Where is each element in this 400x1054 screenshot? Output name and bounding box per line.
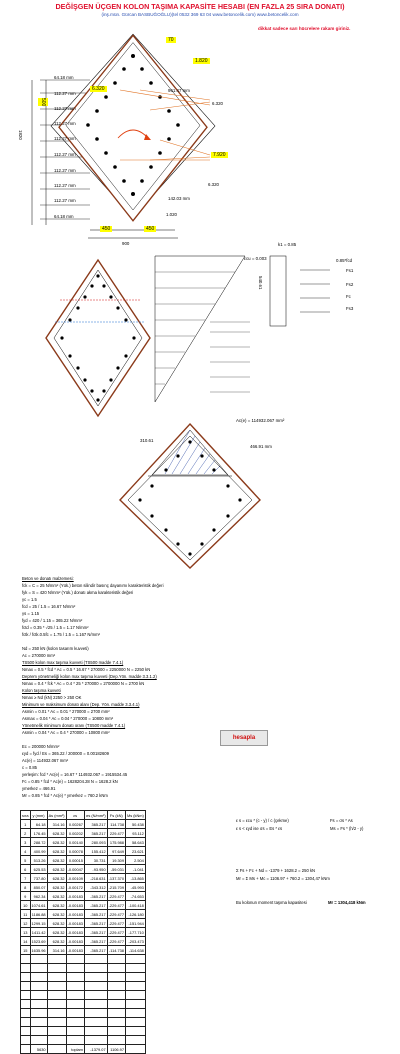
fcd-head-label: 0.85*fcd (336, 258, 353, 263)
table-cell (125, 1000, 145, 1009)
rebar-results-table (20, 810, 146, 1054)
page-subtitle: (inş.mün. Gürcan BASBUĞOĞLU)(tel 0532 369 63 04 www.betoncelik.com) www.betoncelik.com (101, 12, 299, 17)
table-cell: -229.477 (108, 929, 124, 935)
calc-line: γc = 1.5 (22, 597, 37, 602)
input-dim-a[interactable]: 1.820 (195, 58, 208, 64)
table-cell: 628.32 (47, 928, 66, 937)
table-cell (125, 982, 145, 991)
table-cell (107, 1000, 125, 1009)
table-cell (125, 1036, 145, 1045)
table-cell: 0.00015 (66, 856, 84, 865)
table-cell: -365.217 (84, 928, 107, 937)
calc-line: ymerkez = 466.91 (22, 786, 56, 791)
table-cell: 64.18 (30, 820, 47, 829)
table-cell (84, 1036, 107, 1045)
table-cell: -0.00172 (67, 884, 83, 890)
table-cell: 6 (21, 865, 31, 874)
table-row (21, 892, 146, 901)
dim-right-1: 961.47 mm (168, 88, 190, 93)
table-cell (84, 991, 107, 1000)
table-cell: 288.72 (30, 838, 47, 847)
table-cell (107, 955, 125, 964)
row-dim-3: 112.27 mm (54, 106, 76, 111)
k1-label: k1 = 0.85 (278, 242, 297, 247)
table-cell: 10 (21, 901, 31, 910)
calc-line: Deprem yönetmeliği kolon max taşıma kuvveti (Dep.Yön. madde 3.3.1.2) (22, 674, 157, 679)
table-cell: 11 (21, 910, 31, 919)
table-row (21, 928, 146, 937)
table-cell: -126.180 (125, 910, 145, 919)
table-cell (47, 1045, 66, 1054)
table-cell: 12 (21, 919, 31, 928)
note-line: ε s = εcu * (c - y) / c (çekme) (236, 818, 289, 823)
table-cell (30, 1018, 47, 1027)
table-cell: 155.412 (84, 847, 107, 856)
table-cell (21, 1045, 31, 1054)
table-cell: 229.477 (107, 829, 125, 838)
table-cell (30, 964, 47, 973)
input-cover-top[interactable]: 70 (168, 37, 174, 43)
calc-line: Asmax = 0.04 * Ac = 0.04 * 270000 = 10800 mm² (22, 716, 114, 721)
table-header-cell: sıra (22, 812, 29, 818)
table-cell (66, 991, 84, 1000)
input-warning-note: dikkat sadece sarı hücrelere rakam giriniz. (258, 26, 351, 31)
table-cell (47, 1036, 66, 1045)
note-line: ε s < εyd ise σs = Es * εs (236, 826, 283, 831)
calculate-button[interactable]: hesapla (220, 730, 268, 746)
table-cell: 628.32 (47, 919, 66, 928)
table-cell (107, 1009, 125, 1018)
table-cell (107, 1018, 125, 1027)
table-cell: 5630 (30, 1045, 47, 1054)
width-total-label: 900 (122, 241, 130, 246)
table-cell: 513.26 (30, 856, 47, 865)
table-cell (84, 955, 107, 964)
dim-right-2: 6.320 (212, 101, 223, 106)
table-cell (125, 1018, 145, 1027)
table-cell (84, 973, 107, 982)
table-cell: 962.34 (30, 892, 47, 901)
table-cell (21, 955, 31, 964)
table-cell (84, 1009, 107, 1018)
table-cell (21, 991, 31, 1000)
row-dim-10: 64.18 mm (54, 214, 74, 219)
note-line: Mr = Σ Ms + Mc = 1106.97 + 760.2 = 1304,47 kNm (236, 876, 330, 881)
force-fs2: Fs2 (346, 282, 354, 287)
table-cell: -74.653 (125, 892, 145, 901)
table-row (21, 865, 146, 874)
input-dim-b[interactable]: 6.320 (92, 86, 105, 92)
table-cell (125, 1009, 145, 1018)
table-cell (30, 1027, 47, 1036)
table-cell: 176.45 (30, 829, 47, 838)
table-cell: -0.00183 (67, 947, 83, 953)
table-cell: 0.00202 (66, 829, 84, 838)
row-dim-5: 112.27 mm (54, 136, 76, 141)
table-cell: -151.944 (125, 919, 145, 928)
table-cell: -59.031 (107, 865, 125, 874)
table-header-cell: εs (66, 811, 84, 820)
table-cell: 175.988 (107, 838, 125, 847)
table-cell: 625.53 (30, 865, 47, 874)
table-cell (107, 964, 125, 973)
table-row (21, 829, 146, 838)
table-cell: 314.16 (47, 820, 66, 829)
table-footer-row (21, 1045, 146, 1054)
table-cell (84, 982, 107, 991)
table-cell: 1411.42 (31, 929, 46, 935)
table-cell: 5 (21, 856, 31, 865)
table-cell (47, 964, 66, 973)
table-cell: 4 (21, 847, 31, 856)
calc-line: c = 0.85 (22, 765, 38, 770)
table-cell: -229.477 (108, 938, 124, 944)
table-cell: -365.217 (84, 892, 107, 901)
table-cell (66, 982, 84, 991)
calc-line: Fc = 0.85 * fcd * Ac(e) = 1628204.28 N = 1628.2 kN (22, 779, 118, 784)
calc-line: Nmax = 0.5 * fcd * Ac = 0.5 * 16.67 * 270000 = 2250000 N = 2250 kN (22, 667, 151, 672)
table-cell (125, 991, 145, 1000)
table-row (21, 937, 146, 946)
table-cell: 58.643 (125, 838, 145, 847)
table-row (21, 820, 146, 829)
effective-area-diagram (0, 420, 400, 570)
table-cell: 1 (21, 820, 31, 829)
calc-line: fcd = 25 / 1.5 = 16.67 N/mm² (22, 604, 76, 609)
table-cell (107, 982, 125, 991)
table-cell (47, 991, 66, 1000)
table-cell: 1186.88 (31, 911, 46, 917)
table-cell (21, 1000, 31, 1009)
calc-line: Ac(e) = 114932.067 mm² (22, 758, 69, 763)
table-cell: 30.731 (84, 856, 107, 865)
neutral-axis-depth: 540.61 (258, 276, 263, 290)
note-line: Bu kolonun moment taşıma kapasitesi (236, 900, 307, 905)
table-cell (30, 955, 47, 964)
calc-line: εyd = fyd / Es = 365.22 / 200000 = 0.00182609 (22, 751, 109, 756)
table-cell: 850.07 (30, 883, 47, 892)
table-cell: 97.649 (107, 847, 125, 856)
table-cell: 365.217 (84, 820, 107, 829)
table-cell: -100.418 (125, 901, 145, 910)
table-cell: 628.32 (47, 937, 66, 946)
table-cell: -365.217 (84, 937, 107, 946)
table-header-cell: Ms (kNm) (126, 812, 144, 818)
calc-line: fck = C = 25 N/mm² (Yük.) beton silindir basınç dayanımı karakteristik değeri (22, 583, 164, 588)
table-cell: 628.32 (47, 838, 66, 847)
table-header-cell: Fs (kN) (107, 811, 125, 820)
table-cell (107, 991, 125, 1000)
calc-line: Kolon taşıma kuvveti (22, 688, 61, 693)
table-cell: -365.217 (84, 946, 107, 955)
table-cell (47, 973, 66, 982)
calc-line: Ec = 200000 N/mm² (22, 744, 60, 749)
table-cell: -114.738 (108, 947, 124, 953)
effective-area-label: Ac(e) = 114932.067 mm² (236, 418, 285, 423)
table-cell: -13.865 (125, 874, 145, 883)
table-header-cell: σs (N/mm²) (85, 812, 106, 818)
table-row-empty (21, 982, 146, 991)
table-row-empty (21, 1018, 146, 1027)
table-row (21, 946, 146, 955)
table-row (21, 838, 146, 847)
table-cell: -229.477 (108, 911, 124, 917)
table-cell: 3 (21, 838, 31, 847)
table-cell: -0.00183 (67, 911, 83, 917)
calc-line: TS500 kolon max taşıma kuvveti (TS500 madde 7.4.1) (22, 660, 124, 665)
table-cell: -343.312 (84, 883, 107, 892)
calc-line: Yönetmelik minimum donatı oranı (TS500 madde 7.4.1) (22, 723, 126, 728)
table-row (21, 883, 146, 892)
table-row (21, 919, 146, 928)
table-cell (125, 955, 145, 964)
table-cell: 2.504 (125, 856, 145, 865)
table-header-cell: y (mm) (30, 811, 47, 820)
table-cell: -0.00047 (67, 866, 83, 872)
table-cell: 1635.96 (31, 947, 46, 953)
table-cell: 628.32 (47, 856, 66, 865)
table-cell (66, 955, 84, 964)
input-height-left[interactable]: 500 (40, 98, 46, 107)
calc-line: Minimum ve maksimum donatı alanı (Dep. Yön. madde 3.3.4.1) (22, 702, 140, 707)
table-cell: 280.093 (84, 838, 107, 847)
note-line: Ms = Fs * (h/2 - y) (330, 826, 364, 831)
table-cell (84, 1018, 107, 1027)
table-cell (66, 1036, 84, 1045)
calc-line: fyk = S = 420 N/mm² (Yük.) donatı akma karakteristik değeri (22, 590, 134, 595)
table-cell: 8 (21, 883, 31, 892)
table-cell (47, 1009, 66, 1018)
calc-line: fctk / fctk.0.5fc = 1.75 / 1.5 = 1.167 N/mm² (22, 632, 100, 637)
calc-line: Nd = 250 kN (kolon tasarım kuvveti) (22, 646, 89, 651)
table-cell (21, 1036, 31, 1045)
calc-line: Asmin = 0.04 * Ac = 0.4 * 270000 = 10800 mm² (22, 730, 110, 735)
table-row-empty (21, 1000, 146, 1009)
table-cell (47, 982, 66, 991)
dim-right-5: 1.020 (166, 212, 177, 217)
calc-line: γs = 1.15 (22, 611, 40, 616)
table-cell: 50.438 (125, 820, 145, 829)
page-title: DEĞİŞGEN ÜÇGEN KOLON TAŞIMA KAPASİTE HESABI (EN FAZLA 25 SIRA DONATI) (55, 2, 345, 11)
table-cell: 1299.15 (31, 920, 46, 926)
table-cell (21, 1027, 31, 1036)
table-cell: 15 (21, 946, 31, 955)
dim-right-3: 6.320 (208, 182, 219, 187)
table-cell (107, 973, 125, 982)
table-cell (84, 964, 107, 973)
table-cell: -0.00183 (67, 929, 83, 935)
table-cell: 9 (21, 892, 31, 901)
table-cell: 628.32 (47, 892, 66, 901)
table-cell (66, 964, 84, 973)
table-cell (107, 1036, 125, 1045)
table-cell: 14 (21, 937, 31, 946)
force-fs3: Fs3 (346, 306, 354, 311)
table-cell: -45.993 (125, 883, 145, 892)
stress-diagram (0, 252, 400, 422)
input-dim-d[interactable]: 7.920 (213, 152, 226, 158)
table-cell (84, 1000, 107, 1009)
height-h2-label: 466.91 mm (250, 444, 272, 449)
table-cell: -229.477 (108, 920, 124, 926)
table-cell (21, 964, 31, 973)
note-line: Fs = σs * As (330, 818, 353, 823)
table-cell (30, 1036, 47, 1045)
calc-line: Nmax = 0.4 * fck * Ac = 0.4 * 25 * 270000 = 2700000 N = 2700 kN (22, 681, 145, 686)
table-cell (30, 1000, 47, 1009)
row-dim-1: 64.18 mm (54, 75, 74, 80)
table-cell: -218.631 (84, 874, 107, 883)
table-row (21, 901, 146, 910)
table-cell: -229.477 (108, 902, 124, 908)
table-cell (84, 1027, 107, 1036)
table-cell: 400.99 (30, 847, 47, 856)
table-cell: -114.638 (125, 946, 145, 955)
table-row-empty (21, 1027, 146, 1036)
table-cell: -93.950 (84, 865, 107, 874)
table-cell: 628.32 (47, 874, 66, 883)
table-cell: 628.32 (47, 910, 66, 919)
table-cell (66, 1027, 84, 1036)
eps-cu-label: εcu = 0.003 (244, 256, 267, 261)
table-cell: -1379.07 (84, 1045, 107, 1054)
force-fc: Fc (346, 294, 351, 299)
table-cell (66, 1000, 84, 1009)
table-cell: 628.32 (47, 829, 66, 838)
height-total-label: 1820 (18, 130, 23, 140)
table-row (21, 910, 146, 919)
table-cell: 0.00140 (66, 838, 84, 847)
height-h1-label: 310.61 (140, 438, 154, 443)
table-cell (125, 964, 145, 973)
table-cell: 7 (21, 874, 31, 883)
table-cell (47, 1000, 66, 1009)
table-row-empty (21, 991, 146, 1000)
calc-line: yerleşim: fcd * Ac(e) = 16.67 * 114932.067 = 1915534.45 (22, 772, 128, 777)
table-cell (47, 955, 66, 964)
table-cell (107, 1027, 125, 1036)
table-cell (21, 982, 31, 991)
table-cell: -215.709 (108, 884, 124, 890)
table-cell: -365.217 (84, 919, 107, 928)
table-cell: -0.00183 (67, 920, 83, 926)
table-row (21, 874, 146, 883)
row-dim-9: 112.27 mm (54, 198, 76, 203)
table-cell: -137.370 (108, 875, 124, 881)
table-cell: -365.217 (84, 901, 107, 910)
table-cell: -0.00109 (67, 875, 83, 881)
row-dim-6: 112.27 mm (54, 152, 76, 157)
table-row-empty (21, 973, 146, 982)
table-cell (30, 991, 47, 1000)
calc-line: fyd = 420 / 1.15 = 365.22 N/mm² (22, 618, 83, 623)
calc-line: fctd = 0.35 * √25 / 1.5 = 1.17 N/mm² (22, 625, 89, 630)
calc-line: Nmax ≥ Nd (kN) 2250 > 250 OK (22, 695, 82, 700)
table-cell: 628.32 (47, 901, 66, 910)
table-cell: 314.16 (47, 946, 66, 955)
table-cell: -0.00183 (67, 938, 83, 944)
table-cell: 0.00267 (66, 820, 84, 829)
table-cell: 365.217 (84, 829, 107, 838)
row-dim-8: 112.27 mm (54, 183, 76, 188)
row-dim-2: 112.27 mm (54, 91, 76, 96)
table-cell: 13 (21, 928, 31, 937)
table-cell (125, 1045, 145, 1054)
table-cell: -229.477 (108, 893, 124, 899)
table-cell (21, 973, 31, 982)
table-cell: toplam (66, 1045, 84, 1054)
table-cell: 1106.97 (107, 1045, 125, 1054)
dim-right-4: 142.03 mm (168, 196, 190, 201)
table-row-empty (21, 964, 146, 973)
table-cell: -1.041 (125, 865, 145, 874)
table-cell (66, 1009, 84, 1018)
table-cell (47, 1027, 66, 1036)
table-cell: -0.00183 (67, 893, 83, 899)
input-width-left[interactable]: 450 (102, 226, 111, 232)
table-cell: -365.217 (84, 910, 107, 919)
row-dim-4: 112.27 mm (54, 121, 76, 126)
table-cell (21, 1009, 31, 1018)
table-cell (30, 982, 47, 991)
table-header-cell: As (mm²) (48, 812, 65, 818)
table-cell: 628.32 (47, 847, 66, 856)
table-cell (21, 1018, 31, 1027)
table-cell: -203.473 (125, 937, 145, 946)
note-line: Σ Fs + Fc + Nd = -1379 + 1628.2 = 250 kN (236, 868, 316, 873)
table-cell: 0.00078 (66, 847, 84, 856)
table-cell: 628.32 (47, 865, 66, 874)
table-cell (30, 973, 47, 982)
table-cell: 628.32 (47, 883, 66, 892)
calc-line: Asmin = 0.01 * Ac = 0.01 * 270000 = 2700 mm² (22, 709, 110, 714)
moment-capacity-result: Mr = 1304,418 kNm (328, 900, 366, 905)
force-fs1: Fs1 (346, 268, 354, 273)
table-cell (125, 1027, 145, 1036)
calc-line: Mr = 0.85 * fcd * Ac(e) * ymerkez = 760.2 kNm (22, 793, 108, 798)
table-cell: -0.00183 (67, 902, 83, 908)
table-row (21, 847, 146, 856)
table-cell: 19.309 (107, 856, 125, 865)
table-cell: 1074.61 (31, 902, 46, 908)
row-dim-7: 112.27 mm (54, 168, 76, 173)
calc-line: Beton ve donatı malzemesi: (22, 576, 74, 581)
table-row-empty (21, 955, 146, 964)
table-cell (30, 1009, 47, 1018)
table-cell: -177.710 (125, 928, 145, 937)
table-row-empty (21, 1036, 146, 1045)
table-row (21, 856, 146, 865)
table-cell: 23.621 (125, 847, 145, 856)
table-cell: 114.738 (107, 820, 125, 829)
table-cell: 737.80 (30, 874, 47, 883)
input-width-right[interactable]: 450 (146, 226, 155, 232)
table-cell: 1523.69 (31, 938, 46, 944)
calc-line: Ac = 270000 mm² (22, 653, 56, 658)
table-row-empty (21, 1009, 146, 1018)
table-cell: 93.112 (125, 829, 145, 838)
table-cell (66, 1018, 84, 1027)
table-cell (47, 1018, 66, 1027)
table-cell (125, 973, 145, 982)
table-cell: 2 (21, 829, 31, 838)
table-cell (66, 973, 84, 982)
